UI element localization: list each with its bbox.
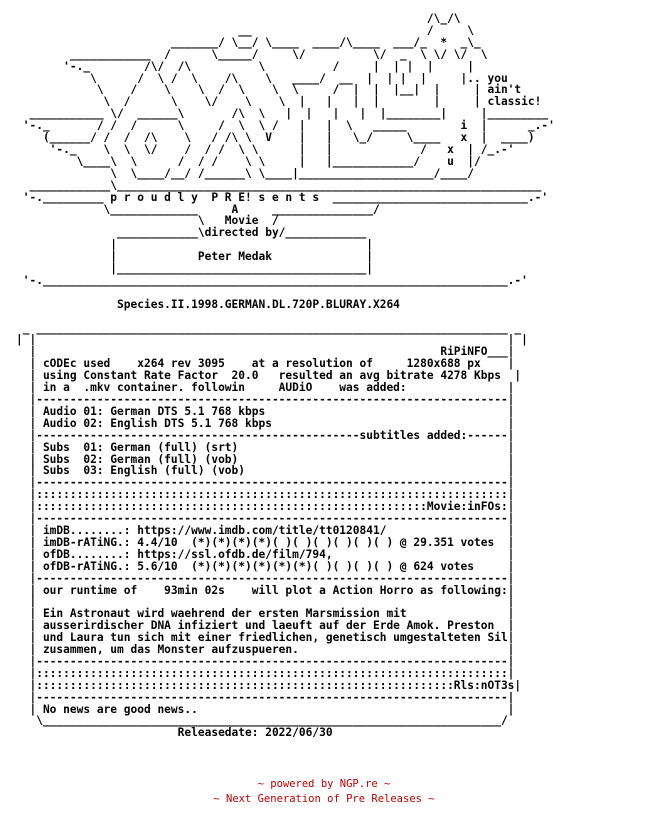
nfo-line: |::::::::::::::::::::::::::::::::::::::::::::::::::::::::::Movie:inFOs:| <box>16 500 515 514</box>
nfo-line: | Subs 01: German (full) (srt) | <box>16 440 515 454</box>
nfo-line: | Audio 02: English DTS 5.1 768 kbps | <box>16 416 515 430</box>
nfo-line: \ / \ \ / \ \ \ / | | |__| | | ain't <box>16 83 522 97</box>
nfo-line: | | <box>16 238 373 252</box>
nfo-line: |------------------------------------------------subtitles added:------| <box>16 428 515 442</box>
powered-by-text: ~ powered by NGP.re ~ <box>257 778 391 790</box>
nfo-line: | Ein Astronaut wird waehrend der ersten Marsmission mit | <box>16 607 515 621</box>
nfo-line: | No news are good news.. | <box>16 702 515 716</box>
nfo-line: \ \____/__/ /______\ \____|____________________/____/ <box>16 166 475 180</box>
nfo-line: __ / \ <box>16 23 475 37</box>
nfo-line: \ Movie / <box>16 214 279 228</box>
nfo-line: ___________ \/ ______\ /\ \ | | | | |________| |_________ <box>16 107 549 121</box>
nfo-line: ____________\_______________________________________________________________ <box>16 178 542 192</box>
nfo-line: | imDB-rATiNG.: 4.4/10 (*)(*)(*)(*)( )( )( )( )( )( ) @ 29.351 votes | <box>16 535 515 549</box>
nfo-line: '-._________ p r o u d l y P R E! s e n t s _____________________________.-' <box>16 190 549 204</box>
nfo-line: ____________ / \_____/ \/ \/ _ \ \/ \/ \ <box>16 47 488 61</box>
nfo-line: \____\ \ / / / \ \ | |____________/ u |/ <box>16 154 481 168</box>
nfo-line: _ ______________________________________________________________________ _ <box>16 321 522 335</box>
nfo-line: | Subs 02: German (full) (vob) | <box>16 452 515 466</box>
nfo-line: | Peter Medak | <box>16 250 373 264</box>
nfo-line: '-._ /\/ /\ \ / | | | | | <box>16 59 475 73</box>
nfo-line: | | | | <box>16 333 528 347</box>
nfo-line: | ofDB-rATiNG.: 5.6/10 (*)(*)(*)(*)(*)(*)( )( )( )( ) @ 624 votes | <box>16 559 515 573</box>
nfo-line: |----------------------------------------------------------------------| <box>16 571 515 585</box>
nfo-line: | our runtime of 93min 02s will plot a Action Horro as following:| <box>16 583 515 597</box>
nfo-line: |----------------------------------------------------------------------| <box>16 654 515 668</box>
nfo-line: |::::::::::::::::::::::::::::::::::::::::::::::::::::::::::::::Rls:nOT3s| <box>16 678 522 692</box>
nfo-line: | ausserirdischer DNA infiziert und laeuft auf der Erde Amok. Preston | <box>16 619 515 633</box>
nfo-line: |----------------------------------------------------------------------| <box>16 393 515 406</box>
nfo-line: | imDB........: https://www.imdb.com/title/tt0120841/ | <box>16 523 515 537</box>
nfo-line: | und Laura tun sich mit einer friedlichen, genetisch umgestalteten Sil| <box>16 631 515 645</box>
nfo-line: '-._ / / / \ / \ \ / | | \ _____ i | _.-' <box>16 119 555 133</box>
nfo-line: |::::::::::::::::::::::::::::::::::::::::::::::::::::::::::::::::::::::| <box>16 666 515 680</box>
nfo-line: | using Constant Rate Factor 20.0 resulted an avg bitrate 4278 Kbps | <box>16 369 522 383</box>
nfo-line: | zusammen, um das Monster aufzuspueren. | <box>16 643 515 657</box>
nfo-line: '-._____________________________________________________________________.-' <box>16 273 528 287</box>
nfo-line: \____________________________________________________________________/ <box>16 714 508 728</box>
nfo-line: ____________\directed by/____________ <box>16 226 367 240</box>
nfo-line: | ofDB........: https://ssl.ofdb.de/film/794, | <box>16 547 515 561</box>
footer-tagline: ~ Next Generation of Pre Releases ~ <box>213 793 435 805</box>
nfo-line: |_____________________________________| <box>16 262 373 276</box>
nfo-line: \ / \ \/ \ \ | | | | | | classic! <box>16 95 542 109</box>
nfo-line: '-._ \ \ \/ / / / \ \ | | / x | /_.-' <box>16 142 515 156</box>
nfo-line: | Audio 01: German DTS 5.1 768 kbps | <box>16 404 515 418</box>
nfo-line: |----------------------------------------------------------------------| <box>16 476 515 490</box>
nfo-ascii-document <box>16 13 555 739</box>
nfo-line: |----------------------------------------------------------------------| <box>16 512 515 526</box>
nfo-line: Releasedate: 2022/06/30 <box>16 726 333 740</box>
nfo-line: (______/ / / /\ \ / /\ \ V | | \_/ \____ x | ____) <box>16 131 535 145</box>
nfo-line: |----------------------------------------------------------------------| <box>16 690 515 704</box>
nfo-line: | in a .mkv container. followin AUDiO was added: | <box>16 381 515 395</box>
nfo-line: |::::::::::::::::::::::::::::::::::::::::::::::::::::::::::::::::::::::| <box>16 488 515 502</box>
nfo-line: | Subs 03: English (full) (vob) | <box>16 464 515 478</box>
nfo-line: _______/ \__/ \____ ____/\____ ___/_ * _\_ <box>16 35 481 49</box>
nfo-line: Species.II.1998.GERMAN.DL.720P.BLURAY.X264 <box>16 297 400 311</box>
nfo-line: | | <box>16 595 515 609</box>
nfo-line: /\_/\ <box>16 12 461 25</box>
nfo-line: | RiPiNFO___| <box>16 345 515 359</box>
nfo-line: | cODEc used x264 rev 3095 at a resolution of 1280x688 px | <box>16 357 515 371</box>
nfo-line: \_____________ A _______________/ <box>16 202 380 216</box>
nfo-line: \ / \ / \ /\ \ ____/ __ | | | | |.. you <box>16 71 508 85</box>
